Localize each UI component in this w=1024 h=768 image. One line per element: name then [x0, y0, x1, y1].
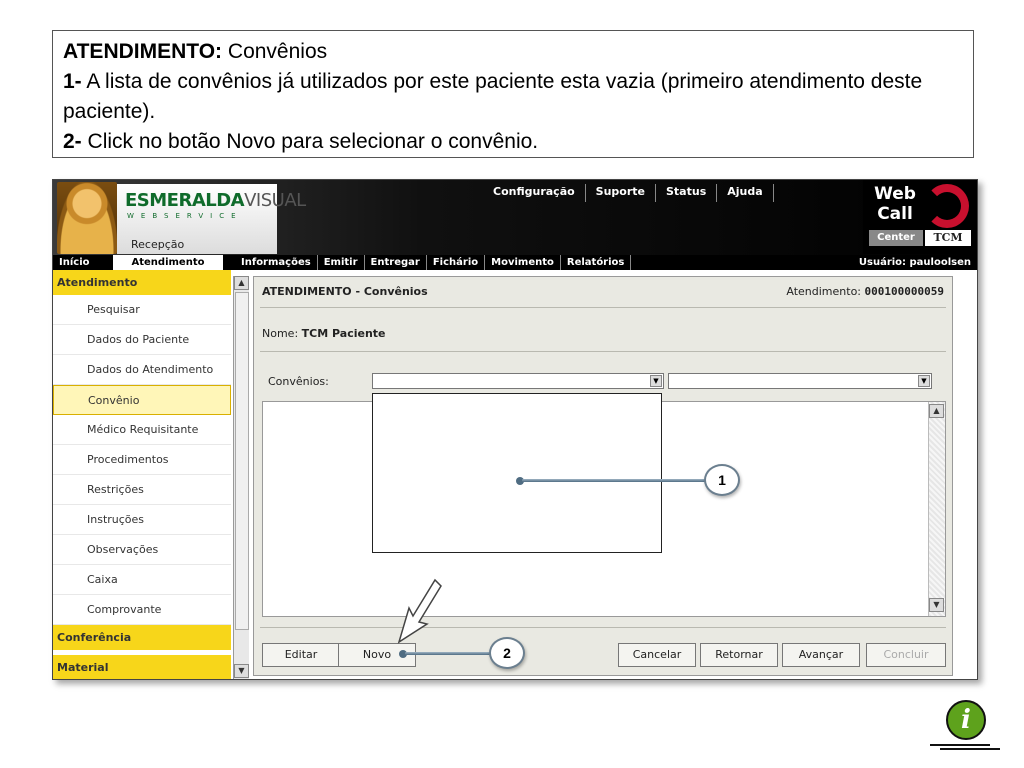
webcall-center: Center: [869, 230, 923, 246]
divider: [260, 627, 946, 628]
callout-2-badge: 2: [489, 637, 525, 669]
top-menu-configuracao[interactable]: Configuração: [483, 184, 586, 202]
attendance-number: [786, 285, 944, 298]
nav-atendimento[interactable]: Atendimento: [113, 255, 223, 270]
avancar-button[interactable]: Avançar: [782, 643, 860, 667]
webcall-logo: [863, 180, 975, 254]
reception-label: Recepção: [131, 238, 185, 251]
top-menu-status[interactable]: Status: [656, 184, 717, 202]
name-value: TCM Paciente: [301, 327, 386, 340]
sidebar-scrollbar[interactable]: [233, 276, 249, 680]
top-menu-ajuda[interactable]: Ajuda: [717, 184, 773, 202]
sidebar-item-comprovante[interactable]: Comprovante: [53, 595, 231, 625]
sidebar-item-pesquisar[interactable]: Pesquisar: [53, 295, 231, 325]
sidebar-item-caixa[interactable]: Caixa: [53, 565, 231, 595]
scroll-down-icon[interactable]: ▼: [234, 664, 249, 678]
info-circle: i: [946, 700, 986, 740]
scroll-up-icon[interactable]: ▲: [929, 404, 944, 418]
app-window: [52, 179, 978, 680]
sidebar-item-observacoes[interactable]: Observações: [53, 535, 231, 565]
tcm-label: TCM: [925, 230, 971, 246]
nav-relatorios[interactable]: Relatórios: [561, 255, 632, 270]
chevron-down-icon[interactable]: ▼: [650, 375, 662, 387]
callout-1-line: [522, 479, 706, 482]
mouse-cursor-icon: [395, 578, 443, 644]
receptionist-photo: [57, 182, 117, 254]
list-scrollbar[interactable]: [928, 402, 945, 616]
convenio-select[interactable]: [372, 373, 664, 389]
callout-1-badge: 1: [704, 464, 740, 496]
attendance-value: 000100000059: [864, 285, 944, 298]
step2-number: 2-: [63, 130, 82, 153]
concluir-button[interactable]: Concluir: [866, 643, 946, 667]
info-underline: [930, 744, 990, 746]
callout-2-line: [405, 652, 491, 655]
sidebar: [53, 270, 231, 680]
main-panel: [253, 276, 953, 676]
sidebar-item-instrucoes[interactable]: Instruções: [53, 505, 231, 535]
step2-text: Click no botão Novo para selecionar o convênio.: [81, 130, 539, 153]
nav-informacoes[interactable]: Informações: [235, 255, 318, 270]
scroll-up-icon[interactable]: ▲: [234, 276, 249, 290]
nav-entregar[interactable]: Entregar: [365, 255, 427, 270]
nav-bar: [53, 255, 977, 270]
cancelar-button[interactable]: Cancelar: [618, 643, 696, 667]
tcm-logo-icon: [925, 184, 969, 228]
nav-fichario[interactable]: Fichário: [427, 255, 485, 270]
user-label: Usuário: pauloolsen: [858, 257, 971, 268]
divider: [260, 307, 946, 308]
app-header: [53, 180, 977, 255]
brand-logo: [117, 184, 306, 254]
sidebar-item-procedimentos[interactable]: Procedimentos: [53, 445, 231, 475]
panel-title: ATENDIMENTO - Convênios: [262, 285, 428, 298]
retornar-button[interactable]: Retornar: [700, 643, 778, 667]
scroll-down-icon[interactable]: ▼: [929, 598, 944, 612]
attendance-label: Atendimento:: [786, 285, 862, 298]
brand-subtitle: WEBSERVICE: [127, 212, 243, 220]
instruction-heading: ATENDIMENTO:: [63, 40, 223, 63]
webcall-web: Web: [874, 184, 916, 204]
sidebar-item-convenio[interactable]: Convênio: [53, 385, 231, 415]
sidebar-item-dados-paciente[interactable]: Dados do Paciente: [53, 325, 231, 355]
name-label: Nome:: [262, 327, 299, 340]
instruction-box: [52, 30, 974, 158]
sidebar-scroll-thumb[interactable]: [235, 292, 249, 630]
convenio-plan-select[interactable]: [668, 373, 932, 389]
empty-list-highlight: [372, 393, 662, 553]
patient-name: [262, 327, 386, 340]
divider: [260, 351, 946, 352]
nav-movimento[interactable]: Movimento: [485, 255, 561, 270]
novo-button[interactable]: Novo: [338, 643, 416, 667]
sidebar-section-material[interactable]: Material: [53, 655, 231, 680]
info-icon[interactable]: [930, 700, 1002, 752]
webcall-call: Call: [877, 204, 913, 224]
sidebar-section-atendimento[interactable]: Atendimento: [53, 270, 231, 295]
info-underline: [940, 748, 1000, 750]
brand-name-rest: VISUAL: [244, 190, 306, 211]
brand-name-bold: ESMERALDA: [125, 190, 245, 211]
editar-button[interactable]: Editar: [262, 643, 340, 667]
sidebar-section-conferencia[interactable]: Conferência: [53, 625, 231, 650]
sidebar-item-dados-atendimento[interactable]: Dados do Atendimento: [53, 355, 231, 385]
top-menu-suporte[interactable]: Suporte: [586, 184, 656, 202]
step1-number: 1-: [63, 70, 82, 93]
nav-inicio[interactable]: Início: [59, 257, 90, 268]
convenios-label: Convênios:: [268, 375, 329, 388]
chevron-down-icon[interactable]: ▼: [918, 375, 930, 387]
step1-text: A lista de convênios já utilizados por este paciente esta vazia (primeiro atendimento deste paciente).: [63, 70, 923, 123]
sidebar-item-restricoes[interactable]: Restrições: [53, 475, 231, 505]
nav-emitir[interactable]: Emitir: [318, 255, 365, 270]
instruction-heading-rest: Convênios: [222, 40, 328, 63]
top-menu: [483, 184, 774, 202]
sidebar-item-medico[interactable]: Médico Requisitante: [53, 415, 231, 445]
